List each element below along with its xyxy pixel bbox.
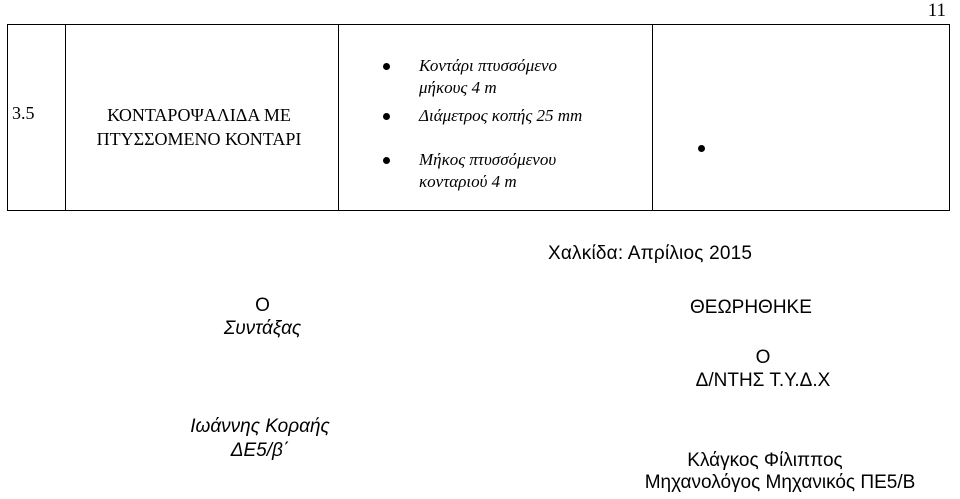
list-item: Μήκος πτυσσόμενου κονταριού 4 m — [339, 149, 649, 193]
bullet-icon — [383, 113, 390, 120]
table-row — [8, 25, 950, 211]
spec-table — [7, 24, 950, 211]
item-number: 3.5 — [12, 103, 35, 123]
compiler-title: Συντάξας — [223, 318, 302, 339]
item-title: ΚΟΝΤΑΡΟΨΑΛΙΔΑ ΜΕ ΠΤΥΣΣΟΜΕΝΟ ΚΟΝΤΑΡΙ — [96, 105, 302, 149]
bullet-icon — [383, 63, 390, 70]
compiler-name: Ιωάννης Κοραής — [190, 416, 330, 437]
approver-name: Κλάγκος Φίλιππος — [687, 450, 843, 471]
list-item: Διάμετρος κοπής 25 mm — [339, 105, 649, 127]
page-number: 11 — [927, 0, 946, 21]
offer-cell — [653, 25, 950, 211]
bullet-icon — [383, 157, 390, 164]
director-article: Ο — [755, 347, 771, 368]
approval-label: ΘΕΩΡΗΘΗΚΕ — [690, 297, 812, 318]
compiler-article: Ο — [255, 295, 270, 316]
features-cell — [339, 25, 653, 211]
compiler-rank: ΔΕ5/β΄ — [230, 440, 290, 461]
bullet-icon — [698, 145, 705, 152]
director-title: Δ/ΝΤΗΣ Τ.Υ.Δ.Χ — [695, 370, 831, 391]
item-number-cell — [8, 25, 66, 211]
date-line: Χαλκίδα: Απρίλιος 2015 — [548, 243, 753, 264]
item-title-cell — [66, 25, 339, 211]
approver-rank: Μηχανολόγος Μηχανικός ΠΕ5/Β — [644, 472, 916, 493]
list-item: Κοντάρι πτυσσόμενο μήκους 4 m — [339, 55, 649, 99]
feature-list — [339, 55, 649, 193]
